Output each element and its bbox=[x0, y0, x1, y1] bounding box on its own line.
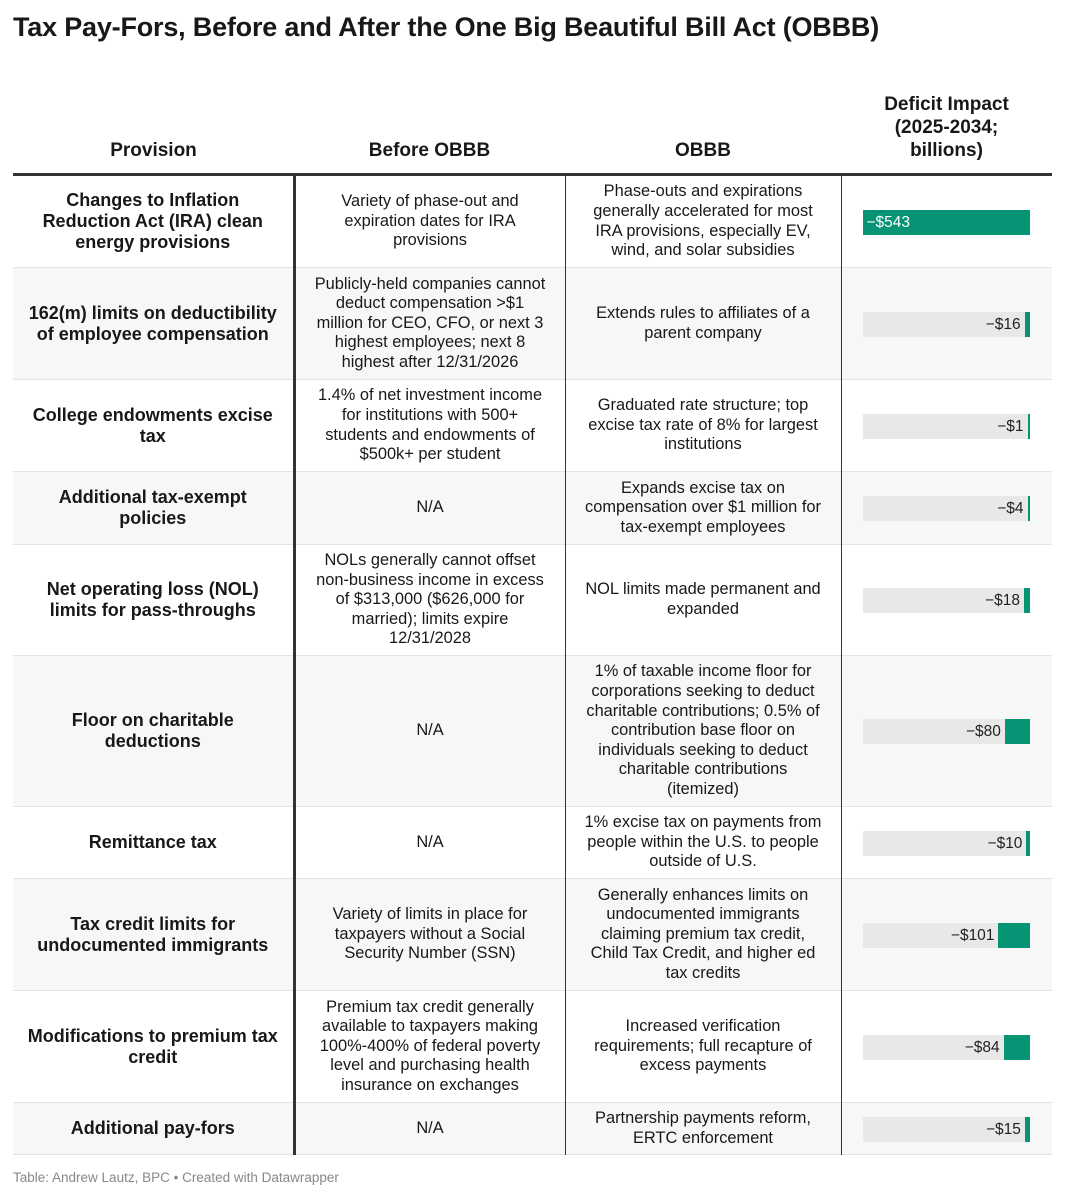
impact-bar bbox=[1004, 1035, 1030, 1060]
impact-label: −$80 bbox=[965, 723, 1001, 740]
impact-cell bbox=[841, 545, 1052, 656]
provision-cell: 162(m) limits on deductibility of employee compensation bbox=[13, 268, 294, 380]
impact-cell bbox=[841, 879, 1052, 991]
impact-bar-track bbox=[863, 831, 1030, 856]
impact-cell bbox=[841, 1103, 1052, 1155]
provision-cell: Remittance tax bbox=[13, 807, 294, 879]
impact-label: −$10 bbox=[987, 834, 1023, 852]
obbb-cell: Increased verification requirements; full recapture of excess payments bbox=[565, 991, 841, 1103]
provision-cell: Modifications to premium tax credit bbox=[13, 991, 294, 1103]
before-cell: Publicly-held companies cannot deduct compensation >$1 million for CEO, CFO, or next 3 highest employees; next 8 highest after 12/31/2026 bbox=[294, 268, 565, 380]
impact-label: −$84 bbox=[964, 1038, 1000, 1056]
before-cell: Premium tax credit generally available to taxpayers making 100%-400% of federal poverty level and purchasing health insurance on exchanges bbox=[294, 991, 565, 1103]
impact-bar bbox=[1005, 719, 1030, 744]
impact-label: −$101 bbox=[950, 926, 995, 944]
obbb-cell: Partnership payments reform, ERTC enforcement bbox=[565, 1103, 841, 1155]
table-row bbox=[13, 807, 1052, 879]
impact-bar-track bbox=[863, 719, 1030, 744]
table-row bbox=[13, 380, 1052, 472]
impact-cell bbox=[841, 268, 1052, 380]
impact-cell bbox=[841, 175, 1052, 268]
table-row bbox=[13, 879, 1052, 991]
impact-bar-track bbox=[863, 414, 1030, 439]
provision-cell: Additional pay-fors bbox=[13, 1103, 294, 1155]
pay-fors-table bbox=[13, 76, 1052, 1155]
header-before: Before OBBB bbox=[294, 76, 565, 175]
table-row bbox=[13, 472, 1052, 545]
provision-cell: Additional tax-exempt policies bbox=[13, 472, 294, 545]
before-cell: N/A bbox=[294, 1103, 565, 1155]
impact-cell bbox=[841, 991, 1052, 1103]
impact-cell bbox=[841, 807, 1052, 879]
provision-cell: Changes to Inflation Reduction Act (IRA) clean energy provisions bbox=[13, 175, 294, 268]
table-row bbox=[13, 545, 1052, 656]
provision-cell: Floor on charitable deductions bbox=[13, 656, 294, 807]
before-cell: NOLs generally cannot offset non-business income in excess of $313,000 ($626,000 for married); limits expire 12/31/2028 bbox=[294, 545, 565, 656]
table-header bbox=[13, 76, 1052, 175]
impact-bar-track bbox=[863, 312, 1030, 337]
header-impact: Deficit Impact (2025-2034; billions) bbox=[841, 76, 1052, 175]
impact-cell bbox=[841, 656, 1052, 807]
impact-bar-track bbox=[863, 1117, 1030, 1142]
impact-label: −$15 bbox=[985, 1120, 1021, 1138]
impact-label: −$1 bbox=[997, 417, 1024, 435]
table-footer: Table: Andrew Lautz, BPC • Created with Datawrapper bbox=[13, 1170, 339, 1185]
table-row bbox=[13, 268, 1052, 380]
table-row bbox=[13, 175, 1052, 268]
impact-bar-track bbox=[863, 588, 1030, 613]
impact-bar bbox=[1024, 588, 1030, 613]
impact-bar bbox=[1028, 414, 1030, 439]
impact-cell bbox=[841, 472, 1052, 545]
impact-bar bbox=[1025, 1117, 1030, 1142]
obbb-cell: NOL limits made permanent and expanded bbox=[565, 545, 841, 656]
before-cell: N/A bbox=[294, 472, 565, 545]
obbb-cell: Phase-outs and expirations generally accelerated for most IRA provisions, especially EV, wind, and solar subsidies bbox=[565, 175, 841, 268]
obbb-cell: Extends rules to affiliates of a parent company bbox=[565, 268, 841, 380]
provision-cell: College endowments excise tax bbox=[13, 380, 294, 472]
provision-cell: Tax credit limits for undocumented immigrants bbox=[13, 879, 294, 991]
before-cell: N/A bbox=[294, 807, 565, 879]
table-title: Tax Pay-Fors, Before and After the One Big Beautiful Bill Act (OBBB) bbox=[13, 12, 879, 42]
obbb-cell: 1% of taxable income floor for corporations seeking to deduct charitable contributions; 0.5% of contribution base floor on individuals seeking to deduct charitable contributions (itemized) bbox=[565, 656, 841, 807]
impact-label: −$16 bbox=[985, 315, 1021, 333]
table-row bbox=[13, 991, 1052, 1103]
before-cell: Variety of limits in place for taxpayers without a Social Security Number (SSN) bbox=[294, 879, 565, 991]
impact-label: −$543 bbox=[866, 213, 911, 231]
impact-bar-track bbox=[863, 210, 1030, 235]
table-row bbox=[13, 1103, 1052, 1155]
impact-bar-track bbox=[863, 496, 1030, 521]
impact-cell bbox=[841, 380, 1052, 472]
provision-cell: Net operating loss (NOL) limits for pass-throughs bbox=[13, 545, 294, 656]
impact-bar bbox=[1026, 831, 1029, 856]
obbb-cell: Generally enhances limits on undocumented immigrants claiming premium tax credit, Child Tax Credit, and higher ed tax credits bbox=[565, 879, 841, 991]
table-row bbox=[13, 656, 1052, 807]
obbb-cell: Graduated rate structure; top excise tax rate of 8% for largest institutions bbox=[565, 380, 841, 472]
impact-bar bbox=[998, 923, 1029, 948]
impact-bar-track bbox=[863, 1035, 1030, 1060]
impact-bar-track bbox=[863, 923, 1030, 948]
obbb-cell: Expands excise tax on compensation over $1 million for tax-exempt employees bbox=[565, 472, 841, 545]
impact-bar bbox=[1025, 312, 1030, 337]
header-provision: Provision bbox=[13, 76, 294, 175]
impact-label: −$18 bbox=[985, 592, 1020, 609]
before-cell: Variety of phase-out and expiration dates for IRA provisions bbox=[294, 175, 565, 268]
table-body bbox=[13, 175, 1052, 1155]
before-cell: N/A bbox=[294, 656, 565, 807]
obbb-cell: 1% excise tax on payments from people within the U.S. to people outside of U.S. bbox=[565, 807, 841, 879]
before-cell: 1.4% of net investment income for institutions with 500+ students and endowments of $500k+ per student bbox=[294, 380, 565, 472]
impact-bar bbox=[1028, 496, 1030, 521]
header-obbb: OBBB bbox=[565, 76, 841, 175]
impact-label: −$4 bbox=[997, 500, 1024, 517]
